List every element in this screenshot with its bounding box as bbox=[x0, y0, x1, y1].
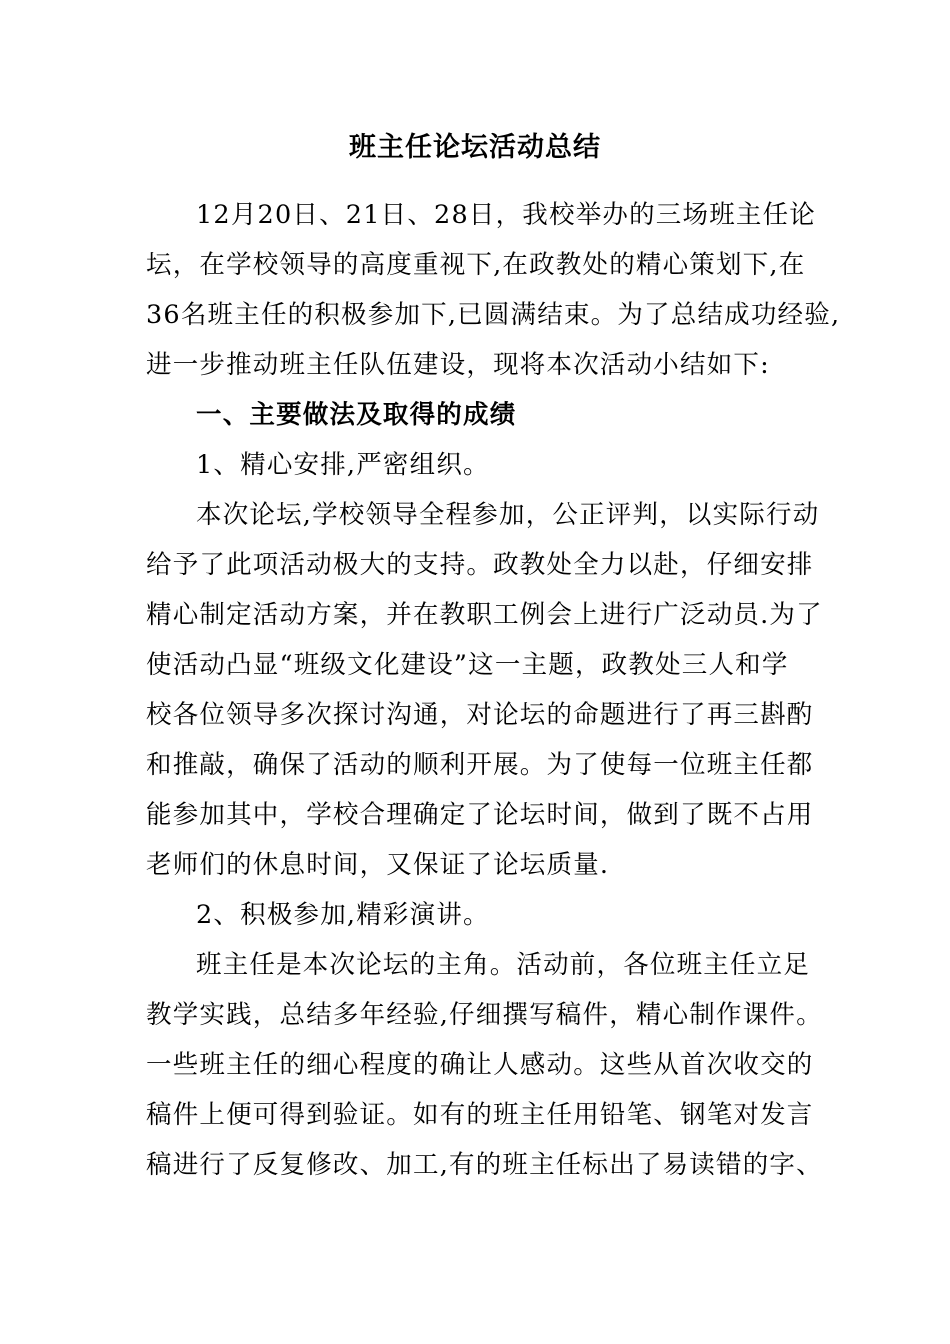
text-line: 给予了此项活动极大的支持。政教处全力以赴，仔细安排 bbox=[146, 550, 814, 580]
text-line: 12月20日、21日、28日，我校举办的三场班主任论 bbox=[196, 200, 816, 230]
text-line: 精心制定活动方案，并在教职工例会上进行广泛动员.为了 bbox=[146, 600, 823, 630]
text-line: 稿件上便可得到验证。如有的班主任用铅笔、钢笔对发言 bbox=[146, 1100, 814, 1130]
text-line: 本次论坛,学校领导全程参加，公正评判，以实际行动 bbox=[196, 500, 820, 530]
text-line: 班主任是本次论坛的主角。活动前，各位班主任立足 bbox=[196, 950, 811, 980]
section-heading: 一、主要做法及取得的成绩 bbox=[196, 400, 517, 430]
text-line: 进一步推动班主任队伍建设，现将本次活动小结如下: bbox=[146, 350, 770, 380]
text-line: 能参加其中，学校合理确定了论坛时间，做到了既不占用 bbox=[146, 800, 814, 830]
text-line: 校各位领导多次探讨沟通，对论坛的命题进行了再三斟酌 bbox=[146, 700, 814, 730]
text-line: 老师们的休息时间，又保证了论坛质量. bbox=[146, 850, 610, 880]
text-line: 坛，在学校领导的高度重视下,在政教处的精心策划下,在 bbox=[146, 250, 806, 280]
text-line: 稿进行了反复修改、加工,有的班主任标出了易读错的字、 bbox=[146, 1150, 823, 1180]
text-line: 教学实践，总结多年经验,仔细撰写稿件，精心制作课件。 bbox=[146, 1000, 823, 1030]
subsection-heading: 2、积极参加,精彩演讲。 bbox=[196, 900, 490, 930]
text-line: 36名班主任的积极参加下,已圆满结束。为了总结成功经验, bbox=[146, 300, 841, 330]
subsection-heading: 1、精心安排,严密组织。 bbox=[196, 450, 490, 480]
document-title: 班主任论坛活动总结 bbox=[349, 132, 601, 163]
text-line: 使活动凸显“班级文化建设”这一主题，政教处三人和学 bbox=[146, 650, 789, 680]
text-line: 和推敲，确保了活动的顺利开展。为了使每一位班主任都 bbox=[146, 750, 814, 780]
text-line: 一些班主任的细心程度的确让人感动。这些从首次收交的 bbox=[146, 1050, 814, 1080]
